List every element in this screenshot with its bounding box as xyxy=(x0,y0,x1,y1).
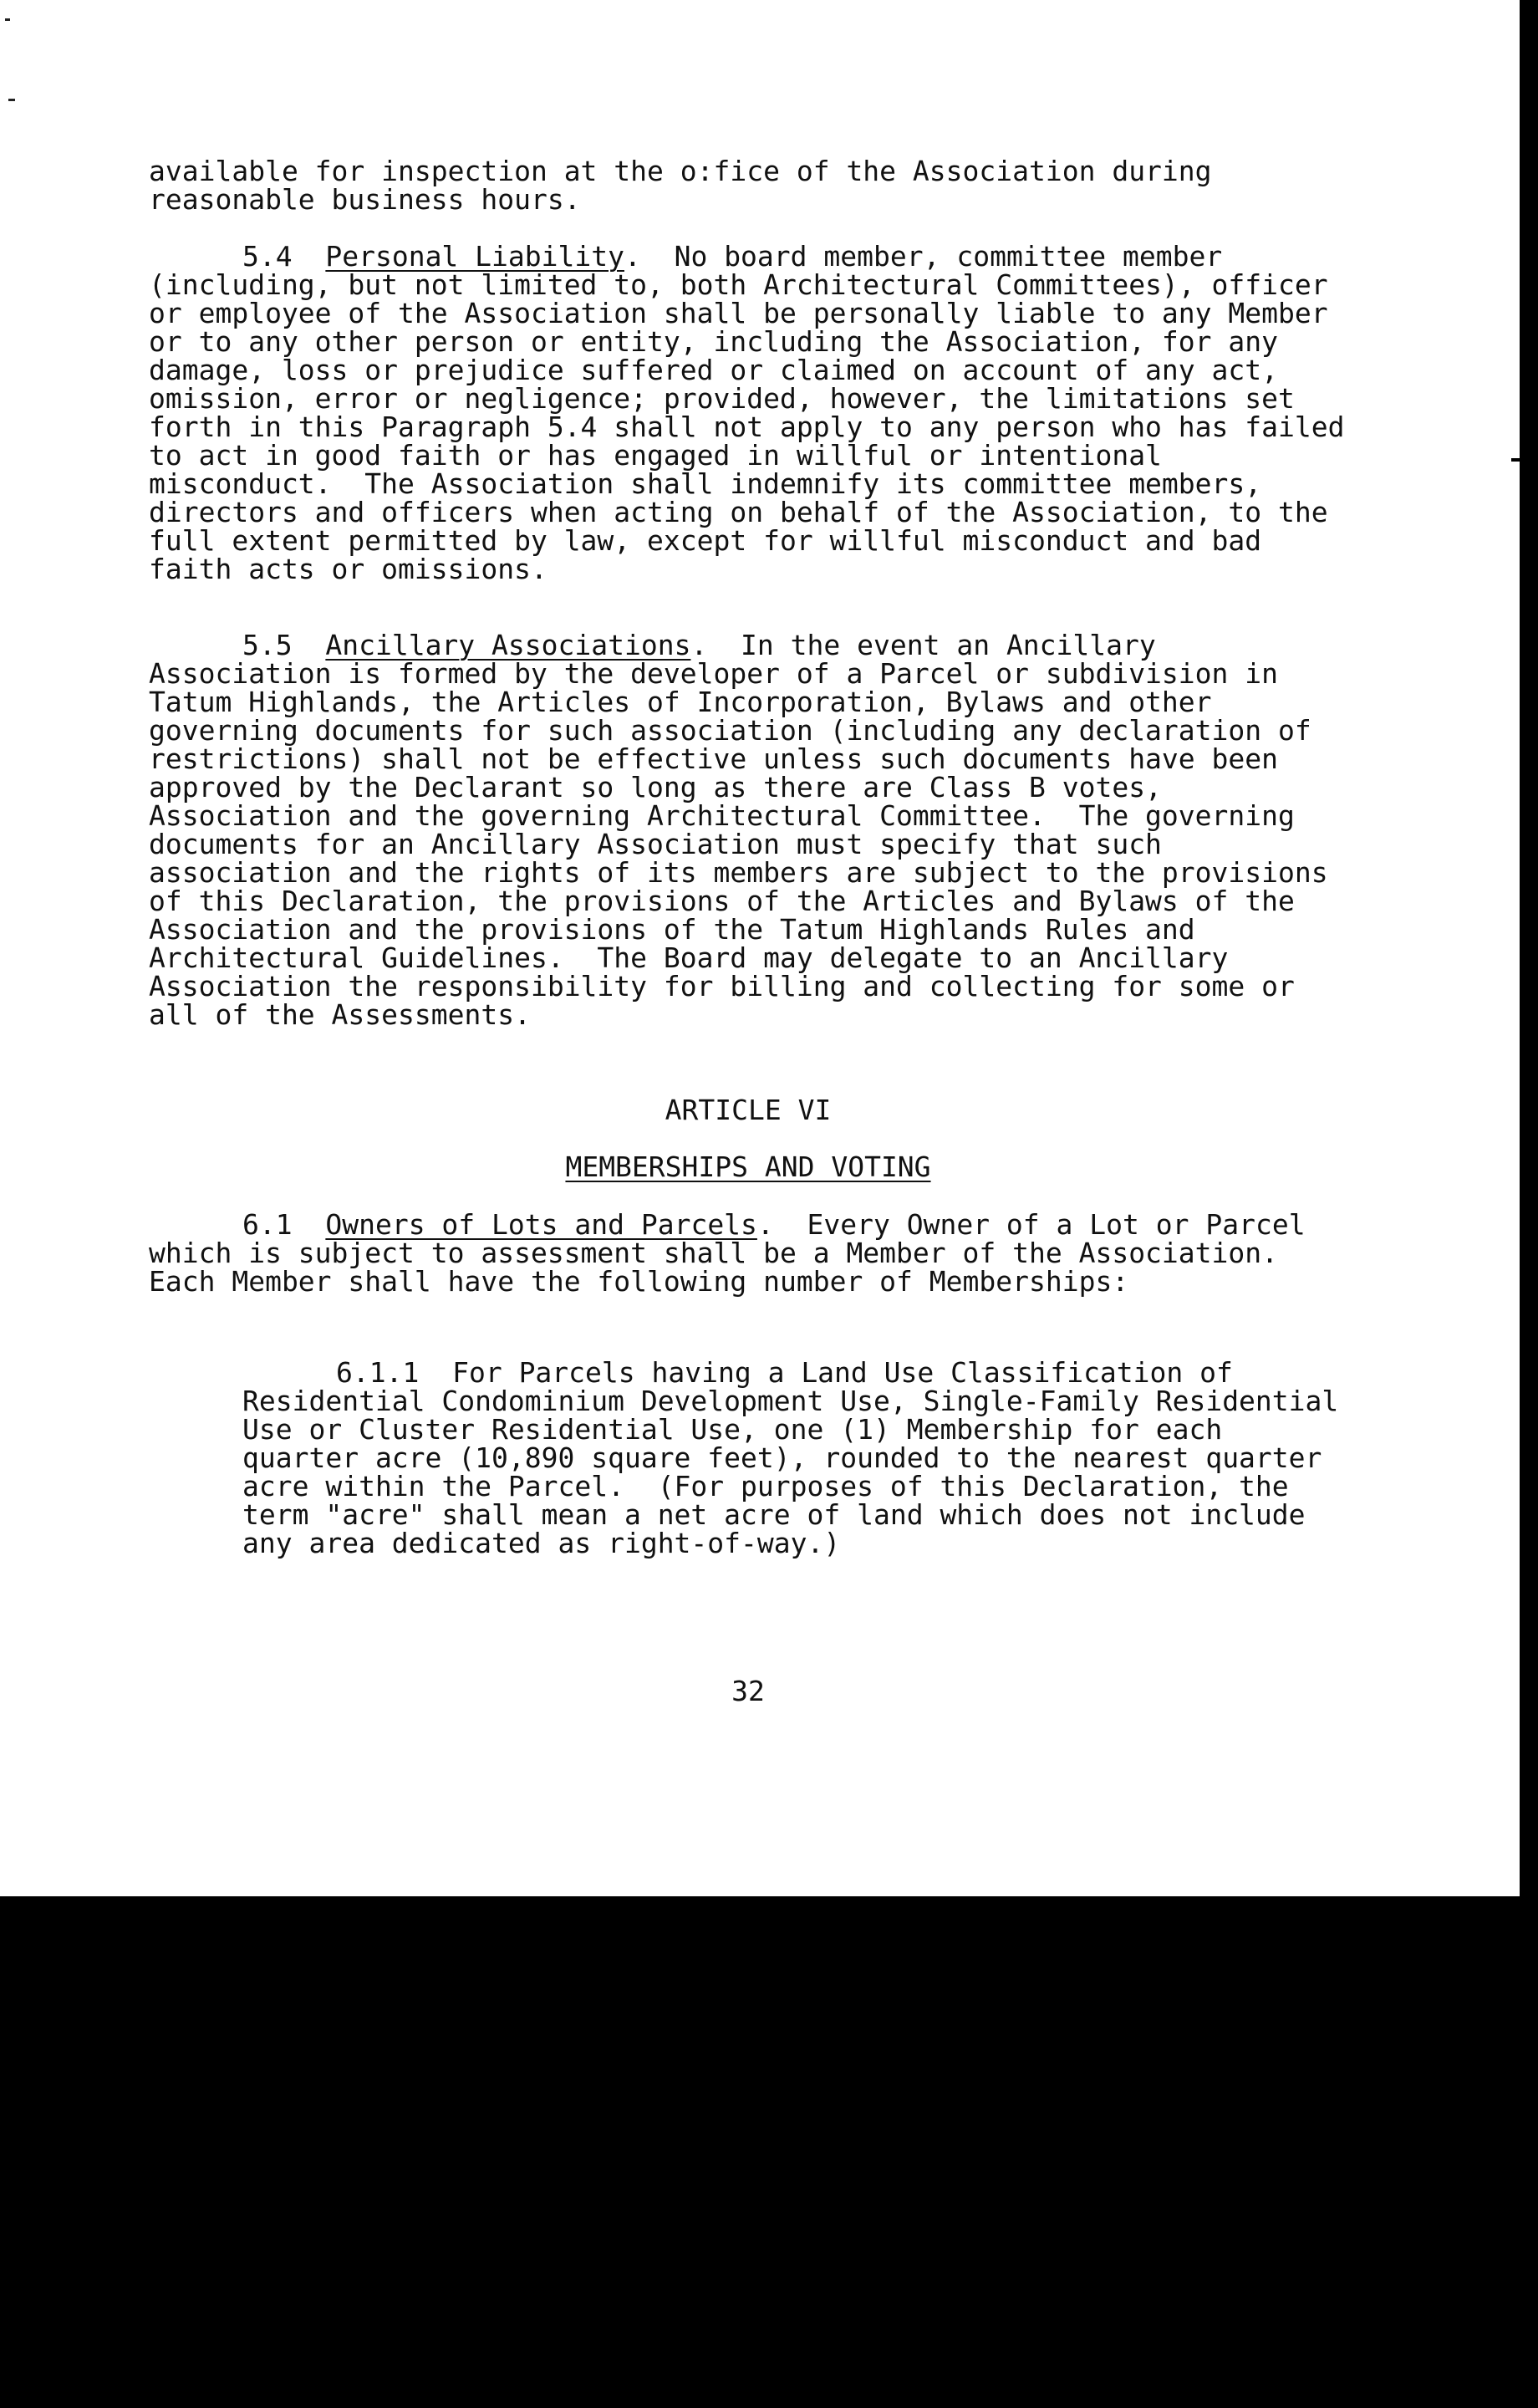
section-number: 5.5 xyxy=(242,629,293,661)
section-5-4-paragraph xyxy=(149,240,1362,585)
article-heading-text: MEMBERSHIPS AND VOTING xyxy=(565,1150,931,1183)
continuation-paragraph: available for inspection at the o:fice of the Association during reasonable business hours. xyxy=(149,155,1229,216)
section-6-1-1-paragraph xyxy=(242,1356,1356,1559)
section-heading: Personal Liability xyxy=(325,240,624,273)
scan-artifact-top-left-2 xyxy=(8,99,15,101)
article-heading xyxy=(0,1150,1496,1183)
section-heading: Ancillary Associations xyxy=(325,629,691,661)
section-body: . Every Owner of a Lot or Parcel which is subject to assessment shall be a Member of the Association. Each Member shall have the following number of Memberships: xyxy=(149,1208,1322,1298)
section-number: 6.1 xyxy=(242,1208,293,1241)
section-number: 6.1.1 xyxy=(336,1356,420,1389)
article-title: ARTICLE VI xyxy=(665,1094,832,1126)
section-6-1-paragraph xyxy=(149,1208,1352,1298)
section-body: For Parcels having a Land Use Classification of Residential Condominium Development Use, Single-Family Residential Use or Cluster Residential Use, one (1) Membership for each quarter acre (10,890 square feet), rounded to the nearest quarter acre within the Parcel. (For purposes of this Declaration, the term "acre" shall mean a net acre of land which does not include any area dedicated as right-of-way.) xyxy=(242,1356,1356,1559)
section-5-5-paragraph xyxy=(149,631,1352,1029)
section-body: . In the event an Ancillary Association is formed by the developer of a Parcel or subdivision in Tatum Highlands, the Articles of Incorporation, Bylaws and other governing documents for such association (including any declaration of restrictions) shall not be effective unless such documents have been approved by the Declarant so long as there are Class B votes, Association and the governing Architectural Committee. The governing documents for an Ancillary Association must specify that such association and the rights of its members are subject to the provisions of this Declaration, the provisions of the Articles and Bylaws of the Association and the provisions of the Tatum Highlands Rules and Architectural Guidelines. The Board may delegate to an Ancillary Association the responsibility for billing and collecting for some or all of the Assessments. xyxy=(149,629,1345,1031)
page-number: 32 xyxy=(731,1675,765,1707)
section-number: 5.4 xyxy=(242,240,293,273)
section-heading: Owners of Lots and Parcels xyxy=(325,1208,757,1241)
scan-artifact-top-left xyxy=(5,18,10,21)
scan-edge-mark xyxy=(1511,458,1520,462)
section-body: . No board member, committee member (including, but not limited to, both Architectural Committees), officer or employee of the Association shall be personally liable to any Member or to any other person or entity, including the Association, for any damage, loss or prejudice suffered or claimed on account of any act, omission, error or negligence; provided, however, the limitations set forth in this Paragraph 5.4 shall not apply to any person who has failed to act in good faith or has engaged in willful or intentional misconduct. The Association shall indemnify its committee members, directors and officers when acting on behalf of the Association, to the full extent permitted by law, except for willful misconduct and bad faith acts or omissions. xyxy=(149,240,1362,585)
